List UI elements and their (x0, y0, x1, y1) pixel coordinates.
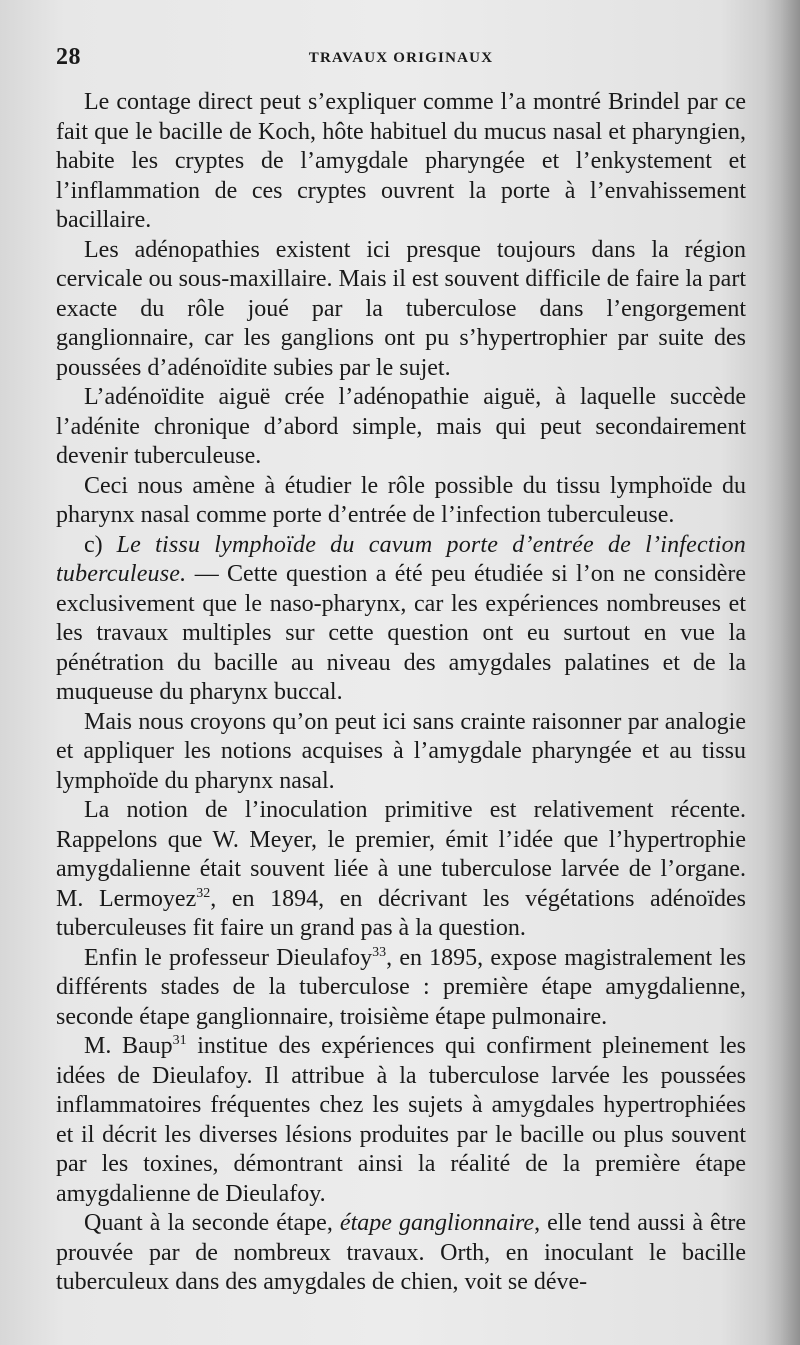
footnote-reference: 33 (372, 944, 387, 960)
footnote-reference: 32 (196, 885, 211, 901)
footnote-reference: 31 (172, 1033, 187, 1048)
page-number: 28 (56, 44, 81, 70)
paragraph-text-continued: , en 1895, expose magistralement les différents stades de la tuberculose : première étape amygdalienne, seconde étape ganglionnaire, troisième étape pulmonaire. (56, 944, 746, 1030)
section-title: Le tissu lymphoïde du cavum porte d’entrée de l’infection tuberculeuse. (56, 531, 746, 587)
body-text (56, 88, 746, 1298)
paragraph-dieulafoy (56, 944, 746, 1033)
paragraph-text: L’adénoïdite aiguë crée l’adénopathie aiguë, à laquelle succède l’adénite chronique d’abord simple, mais qui peut secondairement devenir tuberculeuse. (56, 384, 746, 469)
page-header (56, 44, 746, 76)
paragraph-section-c (56, 531, 746, 708)
paragraph-text: Le contage direct peut s’expliquer comme l’a montré Brindel par ce fait que le bacille de Koch, hôte habituel du mucus nasal et pharyngien, habite les cryptes de l’amygdale pharyngée et l’enkystement et l’inflammation de ces cryptes ouvrent la porte à l’envahissement bacillaire. (56, 89, 746, 233)
paragraph-text: — Cette question a été peu étudiée si l’on ne considère exclusivement que le naso-pharynx, car les expériences nombreuses et les travaux multiples sur cette question ont eu surtout en vue la pénétration du bacille au niveau des amygdales palatines et de la muqueuse du pharynx buccal. (56, 561, 746, 705)
paragraph-text: Enfin le professeur Dieulafoy (84, 944, 373, 971)
section-prefix: c) (84, 531, 117, 558)
paragraph-role-tissu-lymphoide (56, 472, 746, 531)
paragraph-analogie (56, 708, 746, 797)
paragraph-text: M. Baup (84, 1033, 173, 1059)
paragraph-text: Ceci nous amène à étudier le rôle possible du tissu lymphoïde du pharynx nasal comme porte d’entrée de l’infection tuberculeuse. (56, 472, 746, 528)
paragraph-baup (56, 1032, 746, 1209)
paragraph-adenopathies (56, 236, 746, 384)
paragraph-text-continued: institue des expériences qui confirment pleinement les idées de Dieulafoy. Il attribue à la tuberculose larvée les poussées inflammatoires fréquentes chez les sujets à amygdales hypertrophiées et il décrit les diverses lésions produites par le bacille ou plus souvent par les toxines, démontrant ainsi la réalité de la première étape amygdalienne de Dieulafoy. (56, 1033, 747, 1207)
running-head: TRAVAUX ORIGINAUX (308, 50, 494, 66)
italic-phrase: étape ganglionnaire (339, 1210, 535, 1236)
paragraph-text: Mais nous croyons qu’on peut ici sans crainte raisonner par analogie et appliquer les notions acquises à l’amygdale pharyngée et au tissu lymphoïde du pharynx nasal. (56, 708, 746, 794)
paragraph-text: Les adénopathies existent ici presque toujours dans la région cervicale ou sous-maxillaire. Mais il est souvent difficile de faire la part exacte du rôle joué par la tuberculose dans l’engorgement ganglionnaire, car les ganglions ont pu s’hypertrophier par suite des poussées d’adénoïdite subies par le sujet. (56, 236, 746, 381)
paragraph-text: Quant à la seconde étape, (84, 1210, 340, 1236)
paragraph-inoculation (56, 796, 746, 944)
binding-shadow (764, 0, 800, 1345)
paragraph-seconde-etape (56, 1209, 746, 1298)
paragraph-text-continued: , en 1894, en décrivant les végétations adénoïdes tuberculeuses fit faire un grand pas à la question. (56, 885, 747, 941)
paragraph-text: La notion de l’inoculation primitive est relativement récente. Rappelons que W. Meyer, le premier, émit l’idée que l’hypertrophie amygdalienne était souvent liée à une tuberculose larvée de l’organe. M. Lermoyez (56, 797, 746, 912)
paragraph-adenoidite (56, 383, 746, 472)
paragraph-text-continued: , elle tend aussi à être prouvée par de nombreux travaux. Orth, en inoculant le bacille tuberculeux dans des amygdales de chien, voit se déve- (56, 1210, 747, 1295)
paragraph-contage-direct (56, 88, 746, 236)
